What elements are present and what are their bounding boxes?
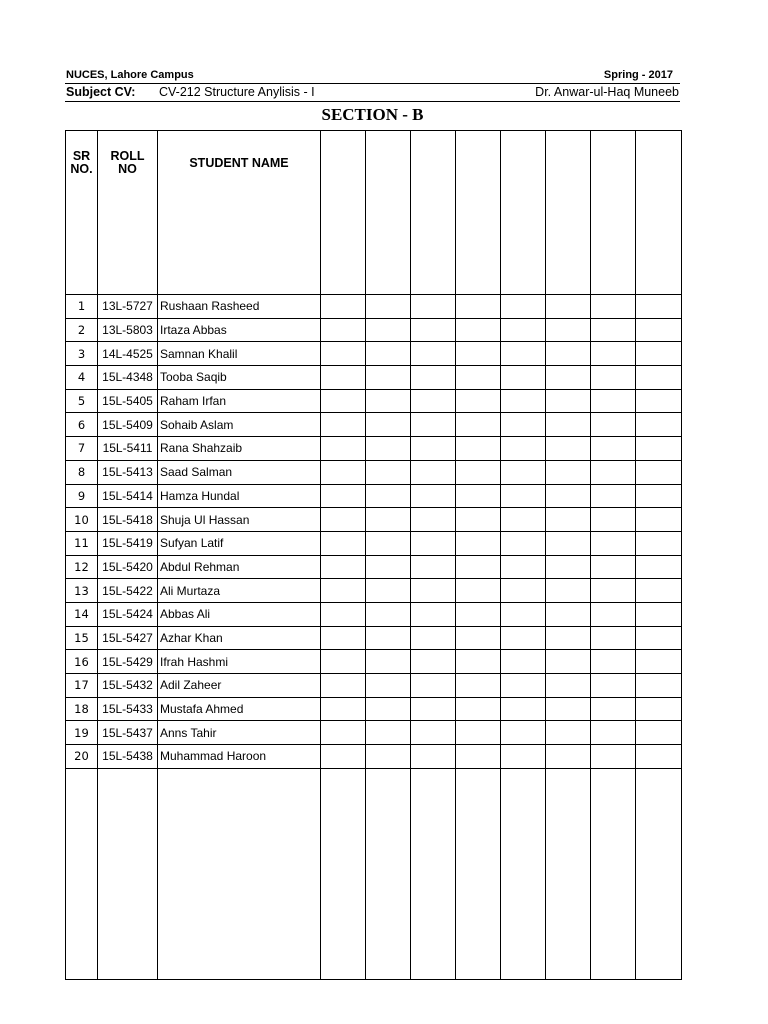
student-name-cell: Sohaib Aslam (158, 413, 321, 437)
mark-cell[interactable] (411, 674, 456, 698)
mark-cell[interactable] (501, 318, 546, 342)
mark-cell[interactable] (411, 413, 456, 437)
mark-cell[interactable] (546, 295, 591, 319)
mark-cell[interactable] (501, 531, 546, 555)
student-name-cell: Adil Zaheer (158, 674, 321, 698)
mark-cell[interactable] (411, 745, 456, 769)
mark-cell[interactable] (501, 508, 546, 532)
mark-cell[interactable] (321, 437, 366, 461)
student-name-cell: Ali Murtaza (158, 579, 321, 603)
mark-cell[interactable] (636, 555, 682, 579)
mark-cell[interactable] (546, 626, 591, 650)
sr-cell: 11 (66, 531, 98, 555)
table-row (66, 626, 682, 650)
student-name-cell: Sufyan Latif (158, 531, 321, 555)
mark-cell[interactable] (456, 674, 501, 698)
blank-header-cell (501, 131, 546, 295)
roll-no-cell: 15L-5433 (98, 697, 158, 721)
table-row (66, 721, 682, 745)
mark-cell[interactable] (636, 366, 682, 390)
mark-cell[interactable] (501, 460, 546, 484)
mark-cell[interactable] (546, 650, 591, 674)
table-row (66, 460, 682, 484)
mark-cell[interactable] (366, 484, 411, 508)
mark-cell[interactable] (546, 602, 591, 626)
student-name-cell: Azhar Khan (158, 626, 321, 650)
table-row (66, 295, 682, 319)
mark-cell[interactable] (591, 579, 636, 603)
mark-cell[interactable] (546, 508, 591, 532)
table-row (66, 342, 682, 366)
mark-cell[interactable] (501, 674, 546, 698)
mark-cell[interactable] (501, 579, 546, 603)
student-name-header: STUDENT NAME (158, 131, 321, 295)
mark-cell[interactable] (366, 413, 411, 437)
attendance-table (65, 130, 682, 980)
roll-no-cell: 15L-4348 (98, 366, 158, 390)
mark-cell[interactable] (546, 579, 591, 603)
mark-cell[interactable] (366, 342, 411, 366)
mark-cell[interactable] (321, 674, 366, 698)
mark-cell[interactable] (501, 342, 546, 366)
roll-no-cell: 15L-5422 (98, 579, 158, 603)
student-name-cell: Rushaan Rasheed (158, 295, 321, 319)
sr-cell: 1 (66, 295, 98, 319)
mark-cell[interactable] (411, 508, 456, 532)
student-name-cell: Samnan Khalil (158, 342, 321, 366)
mark-cell[interactable] (501, 484, 546, 508)
mark-cell[interactable] (591, 650, 636, 674)
empty-cell (636, 768, 682, 979)
blank-header-cell (321, 131, 366, 295)
roll-no-cell: 15L-5414 (98, 484, 158, 508)
mark-cell[interactable] (321, 389, 366, 413)
mark-cell[interactable] (321, 745, 366, 769)
subject-value: CV-212 Structure Anylisis - I (159, 85, 315, 99)
mark-cell[interactable] (546, 342, 591, 366)
mark-cell[interactable] (321, 318, 366, 342)
roll-no-cell: 15L-5418 (98, 508, 158, 532)
sr-cell: 15 (66, 626, 98, 650)
mark-cell[interactable] (636, 342, 682, 366)
student-name-cell: Hamza Hundal (158, 484, 321, 508)
mark-cell[interactable] (321, 602, 366, 626)
table-row (66, 674, 682, 698)
mark-cell[interactable] (456, 602, 501, 626)
mark-cell[interactable] (411, 650, 456, 674)
roll-header-line2: NO (118, 162, 137, 176)
student-name-cell: Raham Irfan (158, 389, 321, 413)
mark-cell[interactable] (366, 721, 411, 745)
roll-header-line1: ROLL (110, 149, 145, 163)
student-name-cell: Abdul Rehman (158, 555, 321, 579)
student-name-cell: Anns Tahir (158, 721, 321, 745)
mark-cell[interactable] (321, 484, 366, 508)
mark-cell[interactable] (591, 437, 636, 461)
sr-cell: 7 (66, 437, 98, 461)
mark-cell[interactable] (501, 295, 546, 319)
mark-cell[interactable] (411, 626, 456, 650)
student-name-cell: Shuja Ul Hassan (158, 508, 321, 532)
mark-cell[interactable] (501, 650, 546, 674)
mark-cell[interactable] (591, 674, 636, 698)
mark-cell[interactable] (591, 295, 636, 319)
student-name-cell: Muhammad Haroon (158, 745, 321, 769)
mark-cell[interactable] (366, 697, 411, 721)
mark-cell[interactable] (546, 413, 591, 437)
mark-cell[interactable] (636, 413, 682, 437)
mark-cell[interactable] (501, 389, 546, 413)
mark-cell[interactable] (321, 342, 366, 366)
mark-cell[interactable] (636, 437, 682, 461)
mark-cell[interactable] (366, 437, 411, 461)
mark-cell[interactable] (546, 389, 591, 413)
mark-cell[interactable] (546, 366, 591, 390)
mark-cell[interactable] (591, 484, 636, 508)
roll-no-cell: 15L-5409 (98, 413, 158, 437)
mark-cell[interactable] (456, 389, 501, 413)
mark-cell[interactable] (591, 697, 636, 721)
roll-no-cell: 15L-5413 (98, 460, 158, 484)
sr-cell: 5 (66, 389, 98, 413)
mark-cell[interactable] (636, 484, 682, 508)
sr-cell: 14 (66, 602, 98, 626)
roll-no-cell: 13L-5727 (98, 295, 158, 319)
roll-no-cell: 15L-5438 (98, 745, 158, 769)
mark-cell[interactable] (321, 366, 366, 390)
roll-no-cell: 15L-5411 (98, 437, 158, 461)
sr-cell: 2 (66, 318, 98, 342)
mark-cell[interactable] (456, 721, 501, 745)
mark-cell[interactable] (546, 721, 591, 745)
student-name-cell: Rana Shahzaib (158, 437, 321, 461)
mark-cell[interactable] (636, 295, 682, 319)
mark-cell[interactable] (456, 460, 501, 484)
mark-cell[interactable] (411, 318, 456, 342)
header-line-1 (65, 68, 680, 84)
roll-no-cell: 15L-5405 (98, 389, 158, 413)
mark-cell[interactable] (411, 531, 456, 555)
instructor-name: Dr. Anwar-ul-Haq Muneeb (535, 85, 679, 99)
mark-cell[interactable] (546, 531, 591, 555)
mark-cell[interactable] (501, 721, 546, 745)
mark-cell[interactable] (591, 318, 636, 342)
table-row (66, 745, 682, 769)
mark-cell[interactable] (411, 389, 456, 413)
subject-label: Subject CV: (66, 85, 136, 99)
mark-cell[interactable] (591, 626, 636, 650)
mark-cell[interactable] (591, 745, 636, 769)
table-row (66, 389, 682, 413)
student-name-cell: Ifrah Hashmi (158, 650, 321, 674)
section-title: SECTION - B (321, 105, 424, 124)
mark-cell[interactable] (636, 460, 682, 484)
empty-cell (591, 768, 636, 979)
table-row (66, 437, 682, 461)
mark-cell[interactable] (366, 626, 411, 650)
mark-cell[interactable] (411, 721, 456, 745)
empty-cell (501, 768, 546, 979)
mark-cell[interactable] (636, 721, 682, 745)
table-row (66, 484, 682, 508)
mark-cell[interactable] (411, 602, 456, 626)
mark-cell[interactable] (411, 460, 456, 484)
mark-cell[interactable] (456, 626, 501, 650)
mark-cell[interactable] (591, 555, 636, 579)
mark-cell[interactable] (501, 745, 546, 769)
empty-cell (158, 768, 321, 979)
sr-cell: 12 (66, 555, 98, 579)
table-header-row (66, 131, 682, 295)
empty-cell (66, 768, 98, 979)
roll-no-cell: 15L-5437 (98, 721, 158, 745)
sr-cell: 20 (66, 745, 98, 769)
student-name-cell: Abbas Ali (158, 602, 321, 626)
mark-cell[interactable] (456, 318, 501, 342)
mark-cell[interactable] (591, 389, 636, 413)
mark-cell[interactable] (546, 697, 591, 721)
empty-cell (366, 768, 411, 979)
table-row (66, 508, 682, 532)
table-row (66, 650, 682, 674)
sr-cell: 3 (66, 342, 98, 366)
mark-cell[interactable] (411, 342, 456, 366)
roll-no-header (98, 131, 158, 295)
mark-cell[interactable] (636, 579, 682, 603)
mark-cell[interactable] (456, 555, 501, 579)
empty-cell (98, 768, 158, 979)
blank-header-cell (636, 131, 682, 295)
mark-cell[interactable] (456, 366, 501, 390)
sr-cell: 4 (66, 366, 98, 390)
mark-cell[interactable] (636, 745, 682, 769)
mark-cell[interactable] (546, 745, 591, 769)
mark-cell[interactable] (546, 437, 591, 461)
mark-cell[interactable] (366, 650, 411, 674)
sr-header-line1: SR (72, 149, 91, 163)
mark-cell[interactable] (411, 555, 456, 579)
institution-name: NUCES, Lahore Campus (66, 69, 194, 81)
mark-cell[interactable] (591, 508, 636, 532)
mark-cell[interactable] (456, 531, 501, 555)
mark-cell[interactable] (456, 508, 501, 532)
mark-cell[interactable] (546, 318, 591, 342)
roll-no-cell: 14L-4525 (98, 342, 158, 366)
empty-cell (456, 768, 501, 979)
mark-cell[interactable] (366, 508, 411, 532)
mark-cell[interactable] (366, 389, 411, 413)
mark-cell[interactable] (546, 555, 591, 579)
mark-cell[interactable] (636, 650, 682, 674)
mark-cell[interactable] (636, 318, 682, 342)
term: Spring - 2017 (603, 69, 673, 81)
table-row (66, 318, 682, 342)
mark-cell[interactable] (321, 721, 366, 745)
mark-cell[interactable] (456, 579, 501, 603)
mark-cell[interactable] (366, 318, 411, 342)
mark-cell[interactable] (456, 437, 501, 461)
table-row (66, 531, 682, 555)
sr-cell: 13 (66, 579, 98, 603)
mark-cell[interactable] (321, 413, 366, 437)
mark-cell[interactable] (366, 579, 411, 603)
mark-cell[interactable] (411, 484, 456, 508)
sr-cell: 17 (66, 674, 98, 698)
empty-row (66, 768, 682, 979)
mark-cell[interactable] (321, 555, 366, 579)
mark-cell[interactable] (591, 460, 636, 484)
mark-cell[interactable] (591, 366, 636, 390)
mark-cell[interactable] (321, 579, 366, 603)
blank-header-cell (456, 131, 501, 295)
mark-cell[interactable] (366, 602, 411, 626)
mark-cell[interactable] (456, 342, 501, 366)
mark-cell[interactable] (636, 531, 682, 555)
student-name-cell: Saad Salman (158, 460, 321, 484)
mark-cell[interactable] (501, 697, 546, 721)
roll-no-cell: 15L-5429 (98, 650, 158, 674)
table-row (66, 697, 682, 721)
sr-cell: 18 (66, 697, 98, 721)
mark-cell[interactable] (456, 745, 501, 769)
mark-cell[interactable] (501, 413, 546, 437)
roll-no-cell: 15L-5424 (98, 602, 158, 626)
sr-cell: 16 (66, 650, 98, 674)
blank-header-cell (546, 131, 591, 295)
mark-cell[interactable] (591, 531, 636, 555)
mark-cell[interactable] (591, 602, 636, 626)
mark-cell[interactable] (456, 295, 501, 319)
mark-cell[interactable] (456, 413, 501, 437)
blank-header-cell (411, 131, 456, 295)
blank-header-cell (366, 131, 411, 295)
student-name-cell: Mustafa Ahmed (158, 697, 321, 721)
roll-no-cell: 13L-5803 (98, 318, 158, 342)
mark-cell[interactable] (591, 721, 636, 745)
empty-cell (546, 768, 591, 979)
mark-cell[interactable] (591, 413, 636, 437)
mark-cell[interactable] (321, 508, 366, 532)
sr-cell: 6 (66, 413, 98, 437)
mark-cell[interactable] (321, 295, 366, 319)
mark-cell[interactable] (636, 602, 682, 626)
mark-cell[interactable] (636, 626, 682, 650)
roll-no-cell: 15L-5427 (98, 626, 158, 650)
mark-cell[interactable] (321, 460, 366, 484)
mark-cell[interactable] (546, 460, 591, 484)
mark-cell[interactable] (411, 295, 456, 319)
mark-cell[interactable] (366, 366, 411, 390)
mark-cell[interactable] (411, 366, 456, 390)
mark-cell[interactable] (501, 602, 546, 626)
sr-header-line2: NO. (70, 162, 93, 176)
blank-header-cell (591, 131, 636, 295)
mark-cell[interactable] (411, 697, 456, 721)
table-row (66, 555, 682, 579)
empty-cell (411, 768, 456, 979)
mark-cell[interactable] (501, 366, 546, 390)
mark-cell[interactable] (366, 745, 411, 769)
mark-cell[interactable] (456, 650, 501, 674)
mark-cell[interactable] (636, 508, 682, 532)
mark-cell[interactable] (591, 342, 636, 366)
mark-cell[interactable] (636, 697, 682, 721)
student-name-cell: Tooba Saqib (158, 366, 321, 390)
sr-cell: 8 (66, 460, 98, 484)
mark-cell[interactable] (546, 484, 591, 508)
mark-cell[interactable] (321, 650, 366, 674)
mark-cell[interactable] (366, 531, 411, 555)
mark-cell[interactable] (321, 626, 366, 650)
mark-cell[interactable] (456, 697, 501, 721)
table-row (66, 602, 682, 626)
mark-cell[interactable] (366, 555, 411, 579)
table-row (66, 366, 682, 390)
mark-cell[interactable] (546, 674, 591, 698)
mark-cell[interactable] (366, 674, 411, 698)
mark-cell[interactable] (501, 555, 546, 579)
mark-cell[interactable] (411, 437, 456, 461)
empty-cell (321, 768, 366, 979)
table-row (66, 413, 682, 437)
roll-no-cell: 15L-5419 (98, 531, 158, 555)
mark-cell[interactable] (636, 674, 682, 698)
sr-cell: 10 (66, 508, 98, 532)
mark-cell[interactable] (501, 437, 546, 461)
header-line-2 (65, 84, 680, 102)
student-name-cell: Irtaza Abbas (158, 318, 321, 342)
roll-no-cell: 15L-5432 (98, 674, 158, 698)
table-row (66, 579, 682, 603)
mark-cell[interactable] (366, 295, 411, 319)
sr-cell: 9 (66, 484, 98, 508)
roll-no-cell: 15L-5420 (98, 555, 158, 579)
mark-cell[interactable] (636, 389, 682, 413)
mark-cell[interactable] (501, 626, 546, 650)
sr-no-header (66, 131, 98, 295)
mark-cell[interactable] (321, 531, 366, 555)
mark-cell[interactable] (321, 697, 366, 721)
mark-cell[interactable] (411, 579, 456, 603)
mark-cell[interactable] (366, 460, 411, 484)
sr-cell: 19 (66, 721, 98, 745)
mark-cell[interactable] (456, 484, 501, 508)
